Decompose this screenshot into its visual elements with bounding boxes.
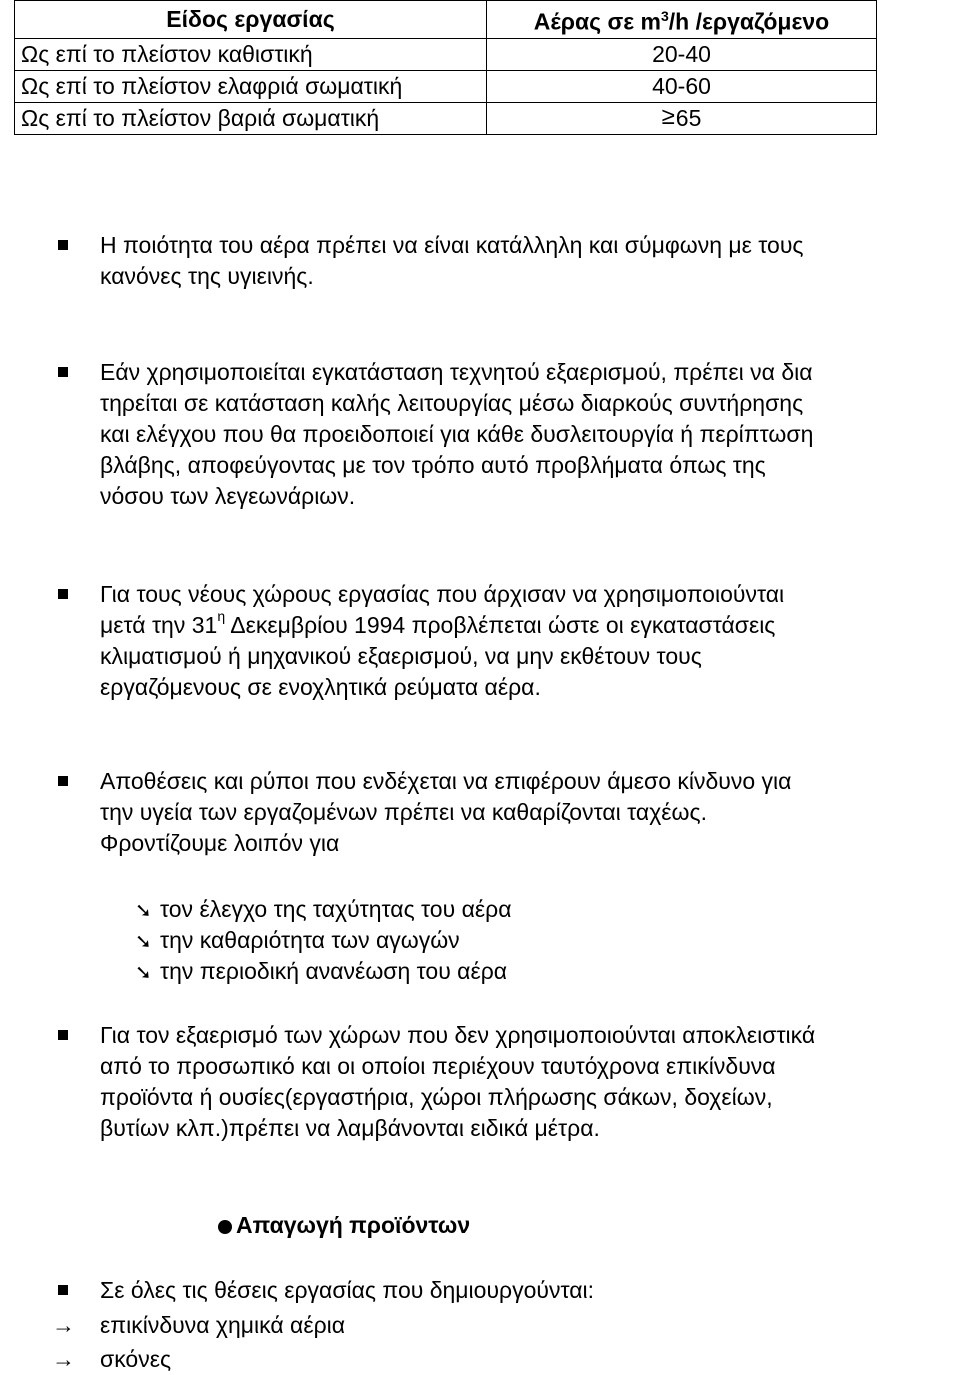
header-work-type: Είδος εργασίας xyxy=(15,1,487,39)
paragraph-exhaust-intro: Σε όλες τις θέσεις εργασίας που δημιουργούνται: xyxy=(100,1277,595,1303)
table-row xyxy=(15,70,877,102)
table-header-row xyxy=(15,1,877,39)
table-cell-air: ≥65 xyxy=(487,102,877,134)
table-cell-air: 20-40 xyxy=(487,38,877,70)
round-bullet-icon xyxy=(218,1220,232,1234)
square-bullet-icon xyxy=(58,776,68,786)
square-bullet-icon xyxy=(58,1285,68,1295)
square-bullet-icon xyxy=(58,367,68,377)
table-cell-air: 40-60 xyxy=(487,70,877,102)
header-air-volume: Αέρας σε $m^3/h$ /εργαζόμενο xyxy=(487,1,877,39)
paragraph-deposits-cleaning: Αποθέσεις και ρύποι που ενδέχεται να επιφέρουν άμεσο κίνδυνο για την υγεία των εργαζομένων πρέπει να καθαρίζονται ταχέως. Φροντίζουμε λοιπόν για xyxy=(100,768,792,856)
right-arrow-icon: → xyxy=(52,1346,75,1372)
sub-item: ➘ την καθαριότητα των αγωγών xyxy=(135,925,460,958)
arrow-down-right-icon: ➘ xyxy=(135,931,152,953)
sub-item: ➘ τον έλεγχο της ταχύτητας του αέρα xyxy=(135,894,512,927)
sub-item: ➘ την περιοδική ανανέωση του αέρα xyxy=(135,956,507,989)
table-row xyxy=(15,38,877,70)
right-arrow-icon: → xyxy=(52,1312,75,1338)
table-row xyxy=(15,102,877,134)
arrow-list-item: → σκόνες xyxy=(52,1344,171,1375)
table-cell-activity: Ως επί το πλείστον βαριά σωματική xyxy=(15,102,487,134)
paragraph-air-quality: Η ποιότητα του αέρα πρέπει να είναι κατάλληλη και σύμφωνη με τους κανόνες της υγιεινής. xyxy=(100,232,804,289)
arrow-down-right-icon: ➘ xyxy=(135,900,152,922)
section-heading: Απαγωγή προϊόντων xyxy=(218,1212,470,1239)
table-cell-activity: Ως επί το πλείστον καθιστική xyxy=(15,38,487,70)
arrow-list-item: → επικίνδυνα χημικά αέρια xyxy=(52,1310,345,1341)
paragraph-new-workplaces: Για τους νέους χώρους εργασίας που άρχισαν να χρησιμοποιούνται μετά την $31^\eta$ Δεκεμβρίου 1994 προβλέπεται ώστε οι εγκαταστάσεις κλιματισμού ή μηχανικού εξαερισμού, να μην εκθέτουν τους εργαζόμενους σε ενοχλητικά ρεύματα αέρα. xyxy=(100,581,785,700)
greater-equal-symbol: ≥ xyxy=(661,102,675,130)
square-bullet-icon xyxy=(58,240,68,250)
air-requirements-table xyxy=(14,0,877,135)
arrow-down-right-icon: ➘ xyxy=(135,962,152,984)
square-bullet-icon xyxy=(58,589,68,599)
square-bullet-icon xyxy=(58,1030,68,1040)
paragraph-ventilation-maintenance: Εάν χρησιμοποιείται εγκατάσταση τεχνητού εξαερισμού, πρέπει να δια τηρείται σε κατάσταση καλής λειτουργίας μέσω διαρκούς συντήρησης και ελέγχου που θα προειδοποιεί για κάθε δυσλειτουργία ή περίπτωση βλάβης, αποφεύγοντας με τον τρόπο αυτό προβλήματα όπως της νόσου των λεγεωνάριων. xyxy=(100,359,814,509)
paragraph-hazardous-spaces: Για τον εξαερισμό των χώρων που δεν χρησιμοποιούνται αποκλειστικά από το προσωπικό και οι οποίοι περιέχουν ταυτόχρονα επικίνδυνα προϊόντα ή ουσίες(εργαστήρια, χώροι πλήρωσης σάκων, δοχείων, βυτίων κλπ.)πρέπει να λαμβάνονται ειδικά μέτρα. xyxy=(100,1022,816,1141)
table-cell-activity: Ως επί το πλείστον ελαφριά σωματική xyxy=(15,70,487,102)
